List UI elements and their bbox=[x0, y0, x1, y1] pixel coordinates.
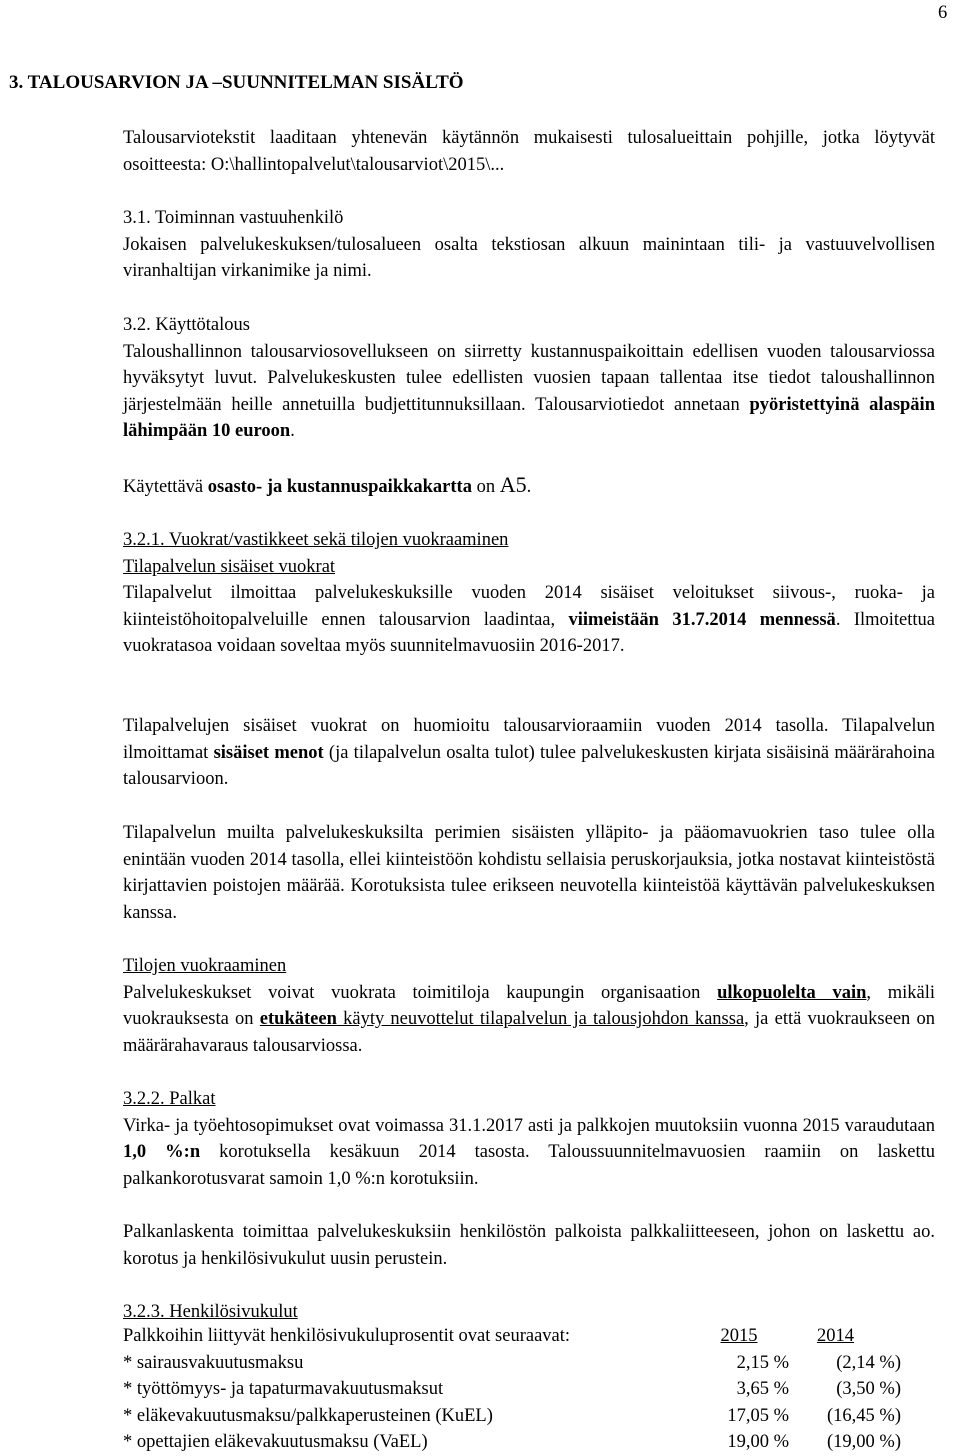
page-number: 6 bbox=[938, 3, 948, 23]
p4-text: Palvelukeskukset voivat vuokrata toimitiloja kaupungin organisaation ulkopuolelta vain, mikäli vuokrauksesta on etukäteen käyty neuvottelut tilapalvelun ja talousjohdon kanssa, ja että vuokraukseen on määrärahavaraus talousarviossa. bbox=[123, 982, 936, 1056]
table-row: * opettajien eläkevakuutusmaksu (VaEL) 19,00 % (19,00 %) bbox=[123, 1432, 901, 1453]
heading-3-1: 3.1. Toiminnan vastuuhenkilö bbox=[123, 208, 344, 228]
paragraph-sisaiset-vuokrat: Tilapalvelujen sisäiset vuokrat on huomioitu talousarvioraamiin vuoden 2014 tasolla. Tilapalvelun ilmoittamat sisäiset menot (ja tilapalvelun osalta tulot) tulee palvelukeskusten kirjata sisäisinä määrärahoina talousarvioon. bbox=[123, 716, 936, 790]
intro-text: Talousarviotekstit laaditaan yhtenevän käytännön mukaisesti tulosalueittain pohjille, jotka löytyvät osoitteesta: O:\hallintopalvelut\talousarviot\2015\... bbox=[123, 128, 935, 175]
column-2015: 2015 bbox=[720, 1326, 758, 1346]
section-3-2-2 bbox=[123, 1086, 935, 1192]
table-row: * työttömyys- ja tapaturmavakuutusmaksut 3,65 % (3,50 %) bbox=[123, 1379, 901, 1400]
intro-paragraph bbox=[123, 125, 935, 178]
subheading-sisaiset-vuokrat: Tilapalvelun sisäiset vuokrat bbox=[123, 556, 336, 577]
sivukulu-table bbox=[123, 1323, 901, 1456]
text-3-1: Jokaisen palvelukeskuksen/tulosalueen osalta tekstiosan alkuun mainintaan tili- ja vastuuvelvollisen viranhaltijan virkanimike ja nimi. bbox=[123, 234, 935, 282]
text-3-2: Taloushallinnon talousarviosovellukseen on siirretty kustannuspaikoittain edellisen vuoden talousarviossa hyväksytyt luvut. Palvelukeskusten tulee edellisten vuosien tapaan tallentaa itse tiedot taloushallinnon järjestelmään heille annetuilla budjettitunnuksillaan. Talousarviotiedot annetaan pyöristettyinä alaspäin lähimpään 10 euroon. bbox=[123, 341, 935, 442]
p1-3-2-2: Virka- ja työehtosopimukset ovat voimassa 31.1.2017 asti ja palkkojen muutoksiin vuonna 2015 varaudutaan 1,0 %:n korotuksella kesäkuun 2014 tasosta. Taloussuunnitelmavuosien raamiin on laskettu palkankorotusvarat samoin 1,0 %:n korotuksiin. bbox=[123, 1115, 935, 1189]
heading-3-2-3-wrap bbox=[123, 1299, 935, 1326]
p1-3-2-1: Tilapalvelut ilmoittaa palvelukeskuksille vuoden 2014 sisäiset veloitukset siivous-, ruoka- ja kiinteistöhoitopalveluille ennen talousarvion laadintaa, viimeistään 31.7.2014 mennessä. Ilmoitettua vuokratasoa voidaan soveltaa myös suunnitelmavuosiin 2016-2017. bbox=[123, 583, 935, 657]
table-intro: Palkkoihin liittyvät henkilösivukuluprosentit ovat seuraavat: bbox=[123, 1326, 571, 1346]
paragraph-yllapitovuokrat: Tilapalvelun muilta palvelukeskuksilta perimien sisäisten ylläpito- ja pääomavuokrien taso tulee olla enintään vuoden 2014 tasolla, ellei kiinteistöön kohdistu sellaisia peruskorjauksia, jotka nostavat kiinteistöstä kirjattavien poistojen määrää. Korotuksista tulee erikseen neuvotella kiinteistöä käyttävän palvelukeskuksen kanssa. bbox=[123, 823, 935, 923]
column-2014: 2014 bbox=[817, 1326, 854, 1346]
heading-3-2-3: 3.2.3. Henkilösivukulut bbox=[123, 1302, 298, 1322]
section-3-1 bbox=[123, 205, 935, 285]
table-header-row bbox=[123, 1323, 901, 1350]
subheading-tilojen-vuokraaminen: Tilojen vuokraaminen bbox=[123, 956, 287, 976]
table-row: * eläkevakuutusmaksu/palkkaperusteinen (KuEL) 17,05 % (16,45 %) bbox=[123, 1405, 901, 1426]
paragraph-palkanlaskenta: Palkanlaskenta toimittaa palvelukeskuksiin henkilöstön palkoista palkkaliitteeseen, johon on laskettu ao. korotus ja henkilösivukulut uusin perustein. bbox=[123, 1222, 935, 1269]
heading-3-2: 3.2. Käyttötalous bbox=[123, 315, 250, 335]
kartta-line: Käytettävä osasto- ja kustannuspaikkakartta on A5. bbox=[123, 472, 532, 497]
section-tilojen-vuokraaminen bbox=[123, 953, 935, 1059]
kartta-code: A5 bbox=[499, 472, 527, 497]
table-row: * sairausvakuutusmaksu 2,15 % (2,14 %) bbox=[123, 1352, 901, 1373]
section-3-2-1 bbox=[123, 527, 935, 660]
section-title: 3. TALOUSARVION JA –SUUNNITELMAN SISÄLTÖ bbox=[9, 72, 464, 93]
section-3-2 bbox=[123, 312, 935, 445]
heading-3-2-1: 3.2.1. Vuokrat/vastikkeet sekä tilojen vuokraaminen bbox=[123, 530, 509, 550]
heading-3-2-2: 3.2.2. Palkat bbox=[123, 1089, 216, 1109]
